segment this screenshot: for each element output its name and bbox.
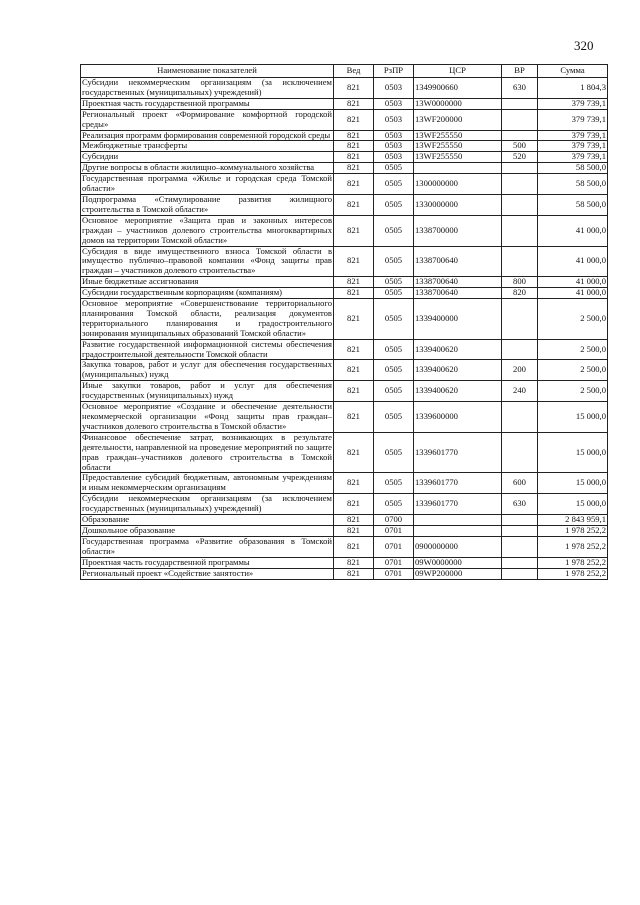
cell-name: Дошкольное образование	[81, 525, 334, 536]
cell-csr: 1338700640	[414, 288, 502, 299]
cell-name: Субсидия в виде имущественного взноса Томской области в имущество публично–правовой компании «Фонд защиты прав граждан – участников долевого строительства»	[82, 246, 332, 276]
cell-csr: 13WF255550	[414, 141, 502, 152]
cell-sum: 15 000,0	[538, 473, 608, 494]
cell-csr: 1300000000	[414, 174, 502, 195]
cell-sum: 58 500,0	[538, 194, 608, 215]
cell-vr	[502, 339, 538, 360]
table-row	[81, 277, 608, 288]
cell-vr: 600	[502, 473, 538, 494]
cell-ved: 821	[334, 536, 374, 557]
cell-ved: 821	[334, 246, 374, 277]
table-row	[81, 494, 608, 515]
cell-rzpr: 0505	[374, 163, 414, 174]
cell-name: Межбюджетные трансферты	[81, 141, 334, 152]
table-row	[81, 141, 608, 152]
cell-name: Субсидии некоммерческим организациям (за исключением государственных (муниципальных) учреждений)	[82, 493, 332, 514]
cell-vr	[502, 246, 538, 277]
cell-ved: 821	[334, 141, 374, 152]
cell-sum: 15 000,0	[538, 432, 608, 473]
cell-rzpr: 0505	[374, 194, 414, 215]
cell-sum: 58 500,0	[538, 163, 608, 174]
cell-csr	[414, 525, 502, 536]
table-row	[81, 109, 608, 130]
table-row	[81, 78, 608, 99]
cell-vr	[502, 525, 538, 536]
cell-name: Проектная часть государственной программы	[81, 557, 334, 568]
cell-name: Другие вопросы в области жилищно–коммунального хозяйства	[81, 163, 334, 174]
cell-ved: 821	[334, 339, 374, 360]
cell-csr: 0900000000	[414, 536, 502, 557]
cell-rzpr: 0700	[374, 515, 414, 526]
cell-csr: 1339400620	[414, 360, 502, 381]
cell-rzpr: 0503	[374, 152, 414, 163]
cell-sum: 2 500,0	[538, 381, 608, 402]
cell-ved: 821	[334, 277, 374, 288]
cell-vr	[502, 299, 538, 340]
cell-ved: 821	[334, 163, 374, 174]
cell-ved: 821	[334, 215, 374, 246]
cell-vr	[502, 536, 538, 557]
cell-ved: 821	[334, 381, 374, 402]
cell-sum: 379 739,1	[538, 130, 608, 141]
cell-sum: 41 000,0	[538, 215, 608, 246]
cell-ved: 821	[334, 557, 374, 568]
cell-ved: 821	[334, 402, 374, 433]
cell-ved: 821	[334, 568, 374, 579]
cell-vr: 630	[502, 494, 538, 515]
cell-name: Субсидии государственным корпорациям (компаниям)	[81, 288, 334, 299]
table-row	[81, 174, 608, 195]
cell-name: Закупка товаров, работ и услуг для обеспечения государственных (муниципальных) нужд	[82, 359, 332, 380]
cell-csr: 13WF255550	[414, 130, 502, 141]
table-body	[81, 78, 608, 580]
cell-ved: 821	[334, 360, 374, 381]
cell-csr: 1338700640	[414, 246, 502, 277]
cell-rzpr: 0701	[374, 525, 414, 536]
cell-csr: 1339601770	[414, 432, 502, 473]
table-row	[81, 98, 608, 109]
cell-vr	[502, 402, 538, 433]
cell-vr: 630	[502, 78, 538, 99]
cell-sum: 1 978 252,2	[538, 568, 608, 579]
cell-csr	[414, 515, 502, 526]
header-csr: ЦСР	[414, 65, 502, 78]
cell-rzpr: 0503	[374, 109, 414, 130]
page-number: 320	[574, 38, 594, 53]
cell-ved: 821	[334, 78, 374, 99]
cell-ved: 821	[334, 130, 374, 141]
cell-vr	[502, 568, 538, 579]
table-row	[81, 381, 608, 402]
table-row	[81, 536, 608, 557]
cell-csr: 1330000000	[414, 194, 502, 215]
cell-csr: 09W0000000	[414, 557, 502, 568]
table-row	[81, 299, 608, 340]
cell-csr: 09WP200000	[414, 568, 502, 579]
cell-sum: 379 739,1	[538, 152, 608, 163]
header-ved: Вед	[334, 65, 374, 78]
cell-vr	[502, 174, 538, 195]
cell-ved: 821	[334, 194, 374, 215]
cell-rzpr: 0505	[374, 288, 414, 299]
cell-ved: 821	[334, 288, 374, 299]
table-row	[81, 152, 608, 163]
cell-name: Подпрограмма «Стимулирование развития жилищного строительства в Томской области»	[82, 194, 332, 214]
cell-name: Образование	[81, 515, 334, 526]
cell-rzpr: 0505	[374, 381, 414, 402]
cell-vr	[502, 109, 538, 130]
cell-vr: 200	[502, 360, 538, 381]
cell-ved: 821	[334, 152, 374, 163]
cell-ved: 821	[334, 473, 374, 494]
table-row	[81, 246, 608, 277]
cell-csr: 1338700000	[414, 215, 502, 246]
cell-rzpr: 0503	[374, 98, 414, 109]
cell-csr: 1338700640	[414, 277, 502, 288]
cell-rzpr: 0505	[374, 339, 414, 360]
cell-csr	[414, 163, 502, 174]
cell-name: Предоставление субсидий бюджетным, автономным учреждениям и иным некоммерческим организациям	[82, 472, 332, 493]
cell-name: Основное мероприятие «Совершенствование территориального планирования Томской области, реализация документов территориального планирования и градостроительного зонирования муниципальных образований Томской области»	[82, 298, 332, 338]
budget-table	[80, 64, 608, 580]
cell-ved: 821	[334, 494, 374, 515]
cell-sum: 2 500,0	[538, 339, 608, 360]
cell-ved: 821	[334, 98, 374, 109]
cell-csr: 1339600000	[414, 402, 502, 433]
cell-name: Иные закупки товаров, работ и услуг для обеспечения государственных (муниципальных) нужд	[82, 380, 332, 401]
cell-name: Развитие государственной информационной системы обеспечения градостроительной деятельности Томской области	[82, 339, 332, 359]
cell-vr: 240	[502, 381, 538, 402]
cell-sum: 41 000,0	[538, 277, 608, 288]
table-row	[81, 515, 608, 526]
cell-sum: 1 978 252,2	[538, 536, 608, 557]
cell-rzpr: 0505	[374, 402, 414, 433]
table-row	[81, 215, 608, 246]
cell-sum: 2 500,0	[538, 360, 608, 381]
cell-vr	[502, 163, 538, 174]
cell-ved: 821	[334, 432, 374, 473]
cell-sum: 2 843 959,1	[538, 515, 608, 526]
cell-csr: 13WF255550	[414, 152, 502, 163]
cell-vr	[502, 98, 538, 109]
cell-rzpr: 0505	[374, 299, 414, 340]
cell-vr: 520	[502, 152, 538, 163]
cell-vr	[502, 515, 538, 526]
cell-rzpr: 0505	[374, 494, 414, 515]
cell-rzpr: 0503	[374, 141, 414, 152]
cell-sum: 379 739,1	[538, 141, 608, 152]
cell-rzpr: 0505	[374, 473, 414, 494]
cell-sum: 41 000,0	[538, 246, 608, 277]
table-row	[81, 339, 608, 360]
cell-csr: 1339601770	[414, 494, 502, 515]
cell-name: Государственная программа «Жилье и городская среда Томской области»	[82, 173, 332, 194]
cell-sum: 41 000,0	[538, 288, 608, 299]
cell-ved: 821	[334, 109, 374, 130]
cell-sum: 2 500,0	[538, 299, 608, 340]
cell-rzpr: 0701	[374, 568, 414, 579]
cell-rzpr: 0505	[374, 215, 414, 246]
cell-name: Региональный проект «Формирование комфортной городской среды»	[82, 109, 332, 129]
cell-name: Государственная программа «Развитие образования в Томской области»	[82, 536, 332, 556]
cell-sum: 58 500,0	[538, 174, 608, 195]
cell-vr	[502, 432, 538, 473]
table-row	[81, 360, 608, 381]
cell-name: Реализация программ формирования современной городской среды	[81, 130, 334, 141]
cell-rzpr: 0503	[374, 78, 414, 99]
table-row	[81, 288, 608, 299]
header-vr: ВР	[502, 65, 538, 78]
cell-sum: 1 978 252,2	[538, 525, 608, 536]
cell-csr: 13W0000000	[414, 98, 502, 109]
cell-rzpr: 0505	[374, 360, 414, 381]
cell-name: Субсидии	[81, 152, 334, 163]
cell-name: Субсидии некоммерческим организациям (за исключением государственных (муниципальных) учреждений)	[82, 77, 332, 97]
cell-rzpr: 0701	[374, 536, 414, 557]
cell-vr	[502, 557, 538, 568]
cell-ved: 821	[334, 525, 374, 536]
cell-sum: 15 000,0	[538, 402, 608, 433]
cell-csr: 13WF200000	[414, 109, 502, 130]
cell-csr: 1349900660	[414, 78, 502, 99]
cell-vr	[502, 215, 538, 246]
cell-ved: 821	[334, 515, 374, 526]
cell-sum: 15 000,0	[538, 494, 608, 515]
table-row	[81, 473, 608, 494]
cell-name: Финансовое обеспечение затрат, возникающих в результате деятельности, направленной на проведение мероприятий по защите прав граждан–участников долевого строительства в Томской области	[82, 432, 332, 472]
table-row	[81, 557, 608, 568]
cell-rzpr: 0503	[374, 130, 414, 141]
cell-rzpr: 0505	[374, 277, 414, 288]
table-row	[81, 130, 608, 141]
cell-ved: 821	[334, 299, 374, 340]
cell-ved: 821	[334, 174, 374, 195]
cell-rzpr: 0701	[374, 557, 414, 568]
table-header-row	[81, 65, 608, 78]
cell-rzpr: 0505	[374, 174, 414, 195]
cell-sum: 379 739,1	[538, 109, 608, 130]
cell-vr	[502, 194, 538, 215]
cell-sum: 1 804,3	[538, 78, 608, 99]
cell-vr: 820	[502, 288, 538, 299]
table-row	[81, 568, 608, 579]
cell-name: Основное мероприятие «Защита прав и законных интересов граждан – участников долевого строительства многоквартирных домов на территории Томской области»	[82, 215, 332, 245]
cell-csr: 1339400000	[414, 299, 502, 340]
cell-vr	[502, 130, 538, 141]
cell-csr: 1339601770	[414, 473, 502, 494]
cell-name: Региональный проект «Содействие занятости»	[81, 568, 334, 579]
table-row	[81, 432, 608, 473]
table-row	[81, 525, 608, 536]
cell-sum: 1 978 252,2	[538, 557, 608, 568]
cell-rzpr: 0505	[374, 246, 414, 277]
cell-sum: 379 739,1	[538, 98, 608, 109]
header-sum: Сумма	[538, 65, 608, 78]
cell-vr: 800	[502, 277, 538, 288]
cell-name: Основное мероприятие «Создание и обеспечение деятельности некоммерческой организации «Фонд защиты прав граждан–участников долевого строительства в Томской области»	[82, 401, 332, 431]
cell-csr: 1339400620	[414, 339, 502, 360]
cell-csr: 1339400620	[414, 381, 502, 402]
cell-vr: 500	[502, 141, 538, 152]
table-row	[81, 194, 608, 215]
cell-name: Проектная часть государственной программы	[81, 98, 334, 109]
header-rzpr: РзПР	[374, 65, 414, 78]
header-name: Наименование показателей	[81, 65, 334, 78]
table-row	[81, 163, 608, 174]
table-row	[81, 402, 608, 433]
cell-name: Иные бюджетные ассигнования	[81, 277, 334, 288]
cell-rzpr: 0505	[374, 432, 414, 473]
